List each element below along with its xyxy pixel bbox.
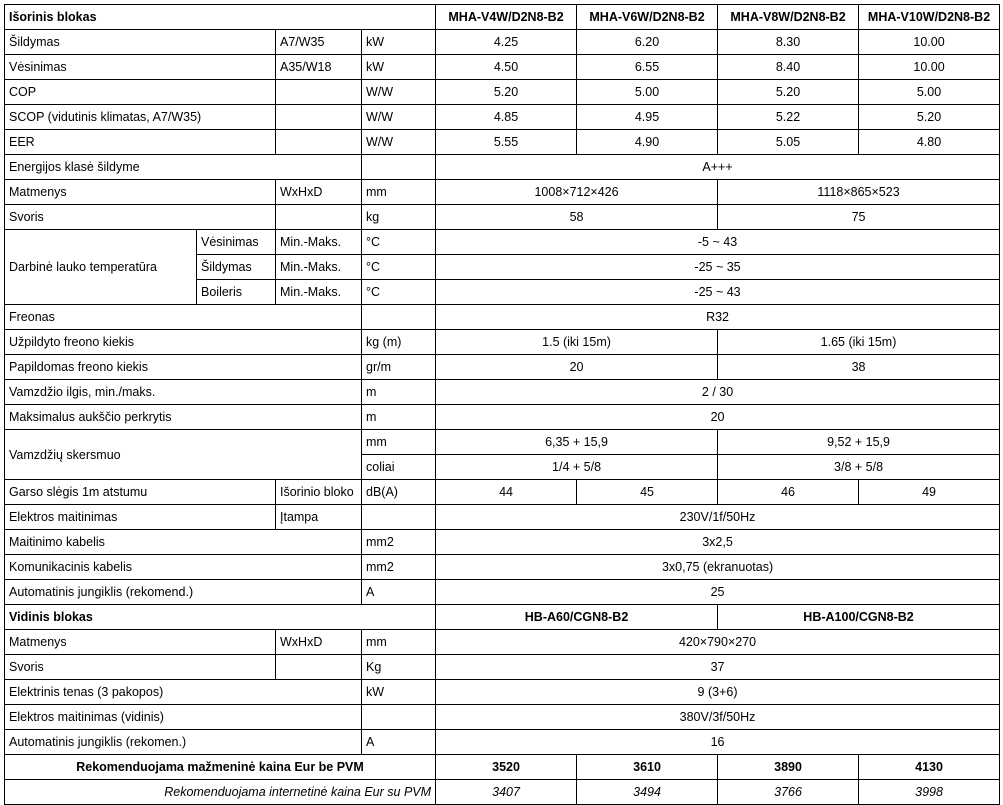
cell-pipe-diam-mm-right: 9,52 + 15,9 <box>718 430 1000 455</box>
row-unit-work-heating: °C <box>362 255 436 280</box>
row-minmax-work-cooling: Min.-Maks. <box>276 230 362 255</box>
cell-pipe-diam-inch-left: 1/4 + 5/8 <box>436 455 718 480</box>
table-row <box>5 355 1000 380</box>
row-label-scop: SCOP (vidutinis klimatas, A7/W35) <box>5 105 276 130</box>
table-row <box>5 155 1000 180</box>
row-label-power-cable: Maitinimo kabelis <box>5 530 362 555</box>
row-unit-indoor-weight: Kg <box>362 655 436 680</box>
row-label-freon-extra: Papildomas freono kiekis <box>5 355 362 380</box>
table-row <box>5 180 1000 205</box>
cell-heating-4: 10.00 <box>859 30 1000 55</box>
retail-price-1: 3520 <box>436 755 577 780</box>
row-cond-cop <box>276 80 362 105</box>
row-unit-eer: W/W <box>362 130 436 155</box>
table-row <box>5 655 1000 680</box>
row-unit-weight: kg <box>362 205 436 230</box>
cell-dimensions-right: 1118×865×523 <box>718 180 1000 205</box>
row-label-eer: EER <box>5 130 276 155</box>
cell-cop-2: 5.00 <box>577 80 718 105</box>
cell-heating-1: 4.25 <box>436 30 577 55</box>
table-row <box>5 330 1000 355</box>
table-row <box>5 680 1000 705</box>
row-label-work-temp: Darbinė lauko temperatūra <box>5 230 197 305</box>
row-unit-cop: W/W <box>362 80 436 105</box>
cell-cop-3: 5.20 <box>718 80 859 105</box>
table-row <box>5 555 1000 580</box>
row-minmax-work-boiler: Min.-Maks. <box>276 280 362 305</box>
row-cond-indoor-weight <box>276 655 362 680</box>
model-header-2: MHA-V6W/D2N8-B2 <box>577 5 718 30</box>
table-row <box>5 755 1000 780</box>
row-unit-work-boiler: °C <box>362 280 436 305</box>
cell-dimensions-left: 1008×712×426 <box>436 180 718 205</box>
row-cond-weight <box>276 205 362 230</box>
cell-indoor-power-supply: 380V/3f/50Hz <box>436 705 1000 730</box>
cell-indoor-breaker: 16 <box>436 730 1000 755</box>
cell-freon-extra-left: 20 <box>436 355 718 380</box>
table-row <box>5 305 1000 330</box>
cell-breaker: 25 <box>436 580 1000 605</box>
cell-eer-1: 5.55 <box>436 130 577 155</box>
table-row <box>5 730 1000 755</box>
cell-eer-4: 4.80 <box>859 130 1000 155</box>
cell-pipe-diam-inch-right: 3/8 + 5/8 <box>718 455 1000 480</box>
row-label-comm-cable: Komunikacinis kabelis <box>5 555 362 580</box>
retail-price-3: 3890 <box>718 755 859 780</box>
retail-price-2: 3610 <box>577 755 718 780</box>
row-minmax-work-heating: Min.-Maks. <box>276 255 362 280</box>
row-label-cooling: Vėsinimas <box>5 55 276 80</box>
table-row <box>5 505 1000 530</box>
row-label-cop: COP <box>5 80 276 105</box>
table-row <box>5 55 1000 80</box>
model-header-4: MHA-V10W/D2N8-B2 <box>859 5 1000 30</box>
row-label-pipe-diameter: Vamzdžių skersmuo <box>5 430 362 480</box>
table-row <box>5 530 1000 555</box>
retail-price-label: Rekomenduojama mažmeninė kaina Eur be PVM <box>5 755 436 780</box>
row-cond-work-cooling: Vėsinimas <box>197 230 276 255</box>
cell-heating-2: 6.20 <box>577 30 718 55</box>
row-cond-scop <box>276 105 362 130</box>
online-price-2: 3494 <box>577 780 718 805</box>
cell-cooling-3: 8.40 <box>718 55 859 80</box>
cell-eer-3: 5.05 <box>718 130 859 155</box>
cell-indoor-heater: 9 (3+6) <box>436 680 1000 705</box>
row-unit-indoor-power-supply <box>362 705 436 730</box>
cell-scop-1: 4.85 <box>436 105 577 130</box>
cell-cooling-2: 6.55 <box>577 55 718 80</box>
online-price-1: 3407 <box>436 780 577 805</box>
table-row <box>5 580 1000 605</box>
row-unit-breaker: A <box>362 580 436 605</box>
cell-scop-4: 5.20 <box>859 105 1000 130</box>
cell-cooling-4: 10.00 <box>859 55 1000 80</box>
table-row <box>5 630 1000 655</box>
row-cond-cooling: A35/W18 <box>276 55 362 80</box>
cell-eer-2: 4.90 <box>577 130 718 155</box>
cell-power-supply: 230V/1f/50Hz <box>436 505 1000 530</box>
row-label-freon: Freonas <box>5 305 362 330</box>
cell-indoor-weight: 37 <box>436 655 1000 680</box>
cell-work-heating: -25 ~ 35 <box>436 255 1000 280</box>
table-row <box>5 230 1000 255</box>
row-label-indoor-power-supply: Elektros maitinimas (vidinis) <box>5 705 362 730</box>
row-label-max-height: Maksimalus aukščio perkrytis <box>5 405 362 430</box>
row-label-noise: Garso slėgis 1m atstumu <box>5 480 276 505</box>
indoor-model-left: HB-A60/CGN8-B2 <box>436 605 718 630</box>
cell-pipe-diam-mm-left: 6,35 + 15,9 <box>436 430 718 455</box>
row-label-breaker: Automatinis jungiklis (rekomend.) <box>5 580 362 605</box>
cell-noise-3: 46 <box>718 480 859 505</box>
cell-freon-extra-right: 38 <box>718 355 1000 380</box>
row-cond-indoor-dimensions: WxHxD <box>276 630 362 655</box>
online-price-4: 3998 <box>859 780 1000 805</box>
row-label-indoor-dimensions: Matmenys <box>5 630 276 655</box>
retail-price-4: 4130 <box>859 755 1000 780</box>
row-unit-freon <box>362 305 436 330</box>
row-cond-power-supply: Įtampa <box>276 505 362 530</box>
table-row <box>5 480 1000 505</box>
row-unit-comm-cable: mm2 <box>362 555 436 580</box>
row-unit-heating: kW <box>362 30 436 55</box>
cell-pipe-length: 2 / 30 <box>436 380 1000 405</box>
cell-noise-4: 49 <box>859 480 1000 505</box>
row-cond-noise: Išorinio bloko <box>276 480 362 505</box>
row-label-weight: Svoris <box>5 205 276 230</box>
table-row <box>5 380 1000 405</box>
row-cond-dimensions: WxHxD <box>276 180 362 205</box>
cell-scop-3: 5.22 <box>718 105 859 130</box>
row-cond-heating: A7/W35 <box>276 30 362 55</box>
row-unit-power-supply <box>362 505 436 530</box>
row-unit-work-cooling: °C <box>362 230 436 255</box>
table-row <box>5 605 1000 630</box>
table-row <box>5 130 1000 155</box>
table-row <box>5 5 1000 30</box>
row-unit-pipe-diam-inch: coliai <box>362 455 436 480</box>
table-row <box>5 405 1000 430</box>
row-label-indoor-heater: Elektrinis tenas (3 pakopos) <box>5 680 362 705</box>
cell-work-boiler: -25 ~ 43 <box>436 280 1000 305</box>
row-unit-energy-class <box>362 155 436 180</box>
row-label-indoor-breaker: Automatinis jungiklis (rekomen.) <box>5 730 362 755</box>
table-row <box>5 105 1000 130</box>
table-row <box>5 80 1000 105</box>
table-row <box>5 705 1000 730</box>
row-cond-work-boiler: Boileris <box>197 280 276 305</box>
cell-energy-class: A+++ <box>436 155 1000 180</box>
specification-table <box>4 4 1000 805</box>
cell-noise-2: 45 <box>577 480 718 505</box>
row-label-energy-class: Energijos klasė šildyme <box>5 155 362 180</box>
cell-work-cooling: -5 ~ 43 <box>436 230 1000 255</box>
cell-noise-1: 44 <box>436 480 577 505</box>
row-unit-cooling: kW <box>362 55 436 80</box>
row-label-indoor-weight: Svoris <box>5 655 276 680</box>
indoor-section-title: Vidinis blokas <box>5 605 436 630</box>
row-unit-max-height: m <box>362 405 436 430</box>
row-unit-dimensions: mm <box>362 180 436 205</box>
row-cond-work-heating: Šildymas <box>197 255 276 280</box>
row-unit-indoor-heater: kW <box>362 680 436 705</box>
row-unit-freon-charge: kg (m) <box>362 330 436 355</box>
cell-comm-cable: 3x0,75 (ekranuotas) <box>436 555 1000 580</box>
online-price-3: 3766 <box>718 780 859 805</box>
online-price-label: Rekomenduojama internetinė kaina Eur su PVM <box>5 780 436 805</box>
cell-indoor-dimensions: 420×790×270 <box>436 630 1000 655</box>
row-unit-indoor-breaker: A <box>362 730 436 755</box>
model-header-3: MHA-V8W/D2N8-B2 <box>718 5 859 30</box>
row-unit-pipe-diam-mm: mm <box>362 430 436 455</box>
cell-heating-3: 8.30 <box>718 30 859 55</box>
row-label-pipe-length: Vamzdžio ilgis, min./maks. <box>5 380 362 405</box>
cell-scop-2: 4.95 <box>577 105 718 130</box>
cell-power-cable: 3x2,5 <box>436 530 1000 555</box>
cell-weight-right: 75 <box>718 205 1000 230</box>
cell-cop-1: 5.20 <box>436 80 577 105</box>
cell-max-height: 20 <box>436 405 1000 430</box>
row-unit-indoor-dimensions: mm <box>362 630 436 655</box>
row-unit-pipe-length: m <box>362 380 436 405</box>
cell-cop-4: 5.00 <box>859 80 1000 105</box>
indoor-model-right: HB-A100/CGN8-B2 <box>718 605 1000 630</box>
row-label-freon-charge: Užpildyto freono kiekis <box>5 330 362 355</box>
cell-freon-charge-left: 1.5 (iki 15m) <box>436 330 718 355</box>
row-unit-freon-extra: gr/m <box>362 355 436 380</box>
table-row <box>5 205 1000 230</box>
row-unit-noise: dB(A) <box>362 480 436 505</box>
table-row <box>5 430 1000 455</box>
outdoor-section-title: Išorinis blokas <box>5 5 436 30</box>
row-label-power-supply: Elektros maitinimas <box>5 505 276 530</box>
cell-freon-charge-right: 1.65 (iki 15m) <box>718 330 1000 355</box>
cell-weight-left: 58 <box>436 205 718 230</box>
row-cond-eer <box>276 130 362 155</box>
cell-cooling-1: 4.50 <box>436 55 577 80</box>
table-row <box>5 30 1000 55</box>
table-row <box>5 780 1000 805</box>
row-unit-power-cable: mm2 <box>362 530 436 555</box>
row-unit-scop: W/W <box>362 105 436 130</box>
cell-freon: R32 <box>436 305 1000 330</box>
row-label-heating: Šildymas <box>5 30 276 55</box>
model-header-1: MHA-V4W/D2N8-B2 <box>436 5 577 30</box>
row-label-dimensions: Matmenys <box>5 180 276 205</box>
